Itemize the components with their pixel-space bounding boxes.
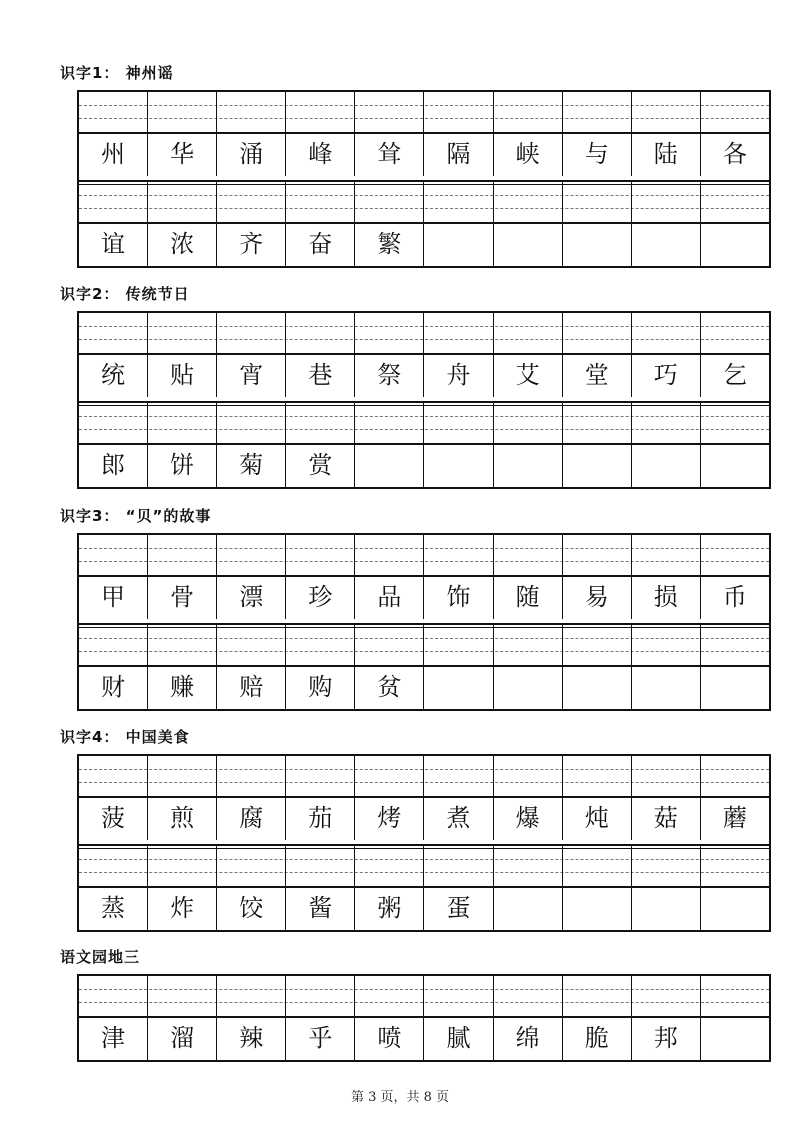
writing-cell[interactable]: [563, 182, 632, 266]
writing-cell[interactable]: [286, 976, 355, 1060]
writing-cell[interactable]: [563, 92, 632, 176]
character: [563, 445, 631, 485]
character: 腐: [239, 804, 264, 832]
character: 炖: [584, 804, 609, 832]
writing-cell[interactable]: [563, 625, 632, 709]
character: 菠: [101, 804, 126, 832]
character: 齐: [239, 230, 264, 258]
writing-cell[interactable]: [632, 756, 701, 840]
character: 蒸: [101, 894, 126, 922]
character: 币: [722, 583, 747, 611]
writing-cell[interactable]: [79, 92, 148, 176]
character: 贫: [377, 673, 402, 701]
writing-cell[interactable]: [701, 846, 769, 930]
character: 津: [101, 1024, 126, 1052]
section-title: 识字4： 中国美食: [60, 728, 190, 746]
writing-cell[interactable]: [632, 976, 701, 1060]
writing-cell[interactable]: [424, 846, 493, 930]
character: [494, 888, 562, 928]
character: 煎: [170, 804, 195, 832]
character: 粥: [377, 894, 402, 922]
writing-cell[interactable]: [701, 92, 769, 176]
cell-row: [79, 625, 769, 709]
writing-row: [79, 756, 769, 840]
character: [563, 224, 631, 264]
writing-cell[interactable]: [217, 625, 286, 709]
writing-cell[interactable]: [632, 92, 701, 176]
character: 漂: [239, 583, 264, 611]
writing-cell[interactable]: [355, 535, 424, 619]
writing-cell[interactable]: [286, 182, 355, 266]
writing-cell[interactable]: [286, 403, 355, 487]
cell-row: [79, 313, 769, 397]
writing-cell[interactable]: [217, 182, 286, 266]
writing-cell[interactable]: [701, 313, 769, 397]
character: 舟: [446, 361, 471, 389]
character: 浓: [170, 230, 195, 258]
character: [563, 667, 631, 707]
character: [701, 667, 769, 707]
writing-cell[interactable]: [217, 535, 286, 619]
character: 堂: [584, 361, 609, 389]
writing-cell[interactable]: [355, 92, 424, 176]
writing-cell[interactable]: [79, 846, 148, 930]
character: 祭: [377, 361, 402, 389]
character: 统: [101, 361, 126, 389]
writing-cell[interactable]: [148, 976, 217, 1060]
writing-cell[interactable]: [148, 313, 217, 397]
character: 易: [584, 583, 609, 611]
writing-cell[interactable]: [148, 92, 217, 176]
character: 各: [722, 140, 747, 168]
writing-cell[interactable]: [217, 403, 286, 487]
writing-cell[interactable]: [494, 756, 563, 840]
character: 绵: [515, 1024, 540, 1052]
character-grid: [77, 311, 771, 489]
writing-cell[interactable]: [79, 313, 148, 397]
character: 购: [308, 673, 333, 701]
character: 峰: [308, 140, 333, 168]
writing-cell[interactable]: [355, 313, 424, 397]
character: [701, 1018, 769, 1058]
character: [424, 445, 492, 485]
writing-row: [79, 92, 769, 176]
character: 峡: [515, 140, 540, 168]
writing-cell[interactable]: [424, 313, 493, 397]
character: 乞: [722, 361, 747, 389]
character: [424, 667, 492, 707]
character: [494, 224, 562, 264]
writing-cell[interactable]: [563, 846, 632, 930]
cell-row: [79, 976, 769, 1060]
writing-cell[interactable]: [494, 92, 563, 176]
character: [632, 224, 700, 264]
character: 烤: [377, 804, 402, 832]
section-title: 识字1： 神州谣: [60, 64, 174, 82]
character: 州: [101, 140, 126, 168]
character: 饰: [446, 583, 471, 611]
writing-cell[interactable]: [148, 182, 217, 266]
writing-cell[interactable]: [424, 756, 493, 840]
writing-cell[interactable]: [286, 313, 355, 397]
character: 酱: [308, 894, 333, 922]
character: [494, 445, 562, 485]
character: 腻: [446, 1024, 471, 1052]
writing-cell[interactable]: [217, 756, 286, 840]
character: 乎: [308, 1024, 333, 1052]
writing-cell[interactable]: [701, 182, 769, 266]
writing-cell[interactable]: [632, 182, 701, 266]
character: 巷: [308, 361, 333, 389]
writing-cell[interactable]: [217, 976, 286, 1060]
character: 艾: [515, 361, 540, 389]
character: 溜: [170, 1024, 195, 1052]
character: 郎: [101, 451, 126, 479]
character: 蘑: [722, 804, 747, 832]
character: 耸: [377, 140, 402, 168]
writing-cell[interactable]: [494, 182, 563, 266]
character: 甲: [101, 583, 126, 611]
writing-cell[interactable]: [424, 535, 493, 619]
character: 茄: [308, 804, 333, 832]
writing-cell[interactable]: [217, 92, 286, 176]
writing-row: [79, 976, 769, 1060]
character: 隔: [446, 140, 471, 168]
writing-cell[interactable]: [286, 846, 355, 930]
writing-cell[interactable]: [494, 846, 563, 930]
writing-cell[interactable]: [424, 976, 493, 1060]
character: 煮: [446, 804, 471, 832]
writing-row: [79, 313, 769, 397]
writing-cell[interactable]: [286, 535, 355, 619]
character: [355, 445, 423, 485]
writing-cell[interactable]: [563, 976, 632, 1060]
writing-row: [79, 623, 769, 709]
writing-cell[interactable]: [286, 92, 355, 176]
character: [494, 667, 562, 707]
writing-cell[interactable]: [701, 976, 769, 1060]
writing-cell[interactable]: [494, 976, 563, 1060]
writing-cell[interactable]: [563, 535, 632, 619]
writing-cell[interactable]: [701, 756, 769, 840]
section-title: 识字3： “贝”的故事: [60, 507, 212, 525]
writing-cell[interactable]: [148, 403, 217, 487]
character-grid: [77, 533, 771, 711]
character-grid: [77, 754, 771, 932]
writing-cell[interactable]: [148, 535, 217, 619]
character-grid: [77, 974, 771, 1062]
character: 菇: [653, 804, 678, 832]
writing-cell[interactable]: [355, 756, 424, 840]
character: 骨: [170, 583, 195, 611]
writing-row: [79, 180, 769, 266]
writing-cell[interactable]: [563, 756, 632, 840]
writing-cell[interactable]: [701, 625, 769, 709]
character: 饺: [239, 894, 264, 922]
writing-cell[interactable]: [148, 846, 217, 930]
writing-cell[interactable]: [632, 846, 701, 930]
character: 品: [377, 583, 402, 611]
character: 贴: [170, 361, 195, 389]
character: [563, 888, 631, 928]
writing-cell[interactable]: [424, 92, 493, 176]
section-title: 语文园地三: [60, 948, 141, 966]
character: 蛋: [446, 894, 471, 922]
writing-cell[interactable]: [148, 625, 217, 709]
writing-cell[interactable]: [632, 625, 701, 709]
writing-cell[interactable]: [355, 625, 424, 709]
cell-row: [79, 92, 769, 176]
character: 巧: [653, 361, 678, 389]
writing-cell[interactable]: [701, 403, 769, 487]
character: [632, 445, 700, 485]
writing-cell[interactable]: [494, 625, 563, 709]
writing-cell[interactable]: [355, 846, 424, 930]
writing-cell[interactable]: [494, 403, 563, 487]
writing-cell[interactable]: [79, 182, 148, 266]
writing-cell[interactable]: [494, 313, 563, 397]
writing-cell[interactable]: [355, 976, 424, 1060]
writing-cell[interactable]: [355, 403, 424, 487]
character: 财: [101, 673, 126, 701]
writing-cell[interactable]: [424, 182, 493, 266]
writing-cell[interactable]: [148, 756, 217, 840]
cell-row: [79, 535, 769, 619]
writing-cell[interactable]: [424, 625, 493, 709]
writing-cell[interactable]: [701, 535, 769, 619]
character: [424, 224, 492, 264]
writing-cell[interactable]: [286, 625, 355, 709]
page-footer: 第 3 页，共 8 页: [350, 1090, 450, 1105]
cell-row: [79, 182, 769, 266]
character: [632, 667, 700, 707]
character: 菊: [239, 451, 264, 479]
character: 与: [584, 140, 609, 168]
character: 陆: [653, 140, 678, 168]
character: 赏: [308, 451, 333, 479]
character: 华: [170, 140, 195, 168]
writing-row: [79, 535, 769, 619]
writing-cell[interactable]: [79, 625, 148, 709]
writing-cell[interactable]: [217, 313, 286, 397]
character: 谊: [101, 230, 126, 258]
writing-cell[interactable]: [79, 535, 148, 619]
writing-row: [79, 401, 769, 487]
writing-cell[interactable]: [494, 535, 563, 619]
cell-row: [79, 756, 769, 840]
character: 喷: [377, 1024, 402, 1052]
writing-cell[interactable]: [563, 313, 632, 397]
character: 炸: [170, 894, 195, 922]
section-title: 识字2： 传统节日: [60, 285, 190, 303]
writing-cell[interactable]: [424, 403, 493, 487]
cell-row: [79, 403, 769, 487]
character: [701, 224, 769, 264]
cell-row: [79, 846, 769, 930]
writing-cell[interactable]: [217, 846, 286, 930]
character: 涌: [239, 140, 264, 168]
character: 辣: [239, 1024, 264, 1052]
character: 随: [515, 583, 540, 611]
character: 邦: [653, 1024, 678, 1052]
character: 饼: [170, 451, 195, 479]
character: 宵: [239, 361, 264, 389]
character: 奋: [308, 230, 333, 258]
character: 损: [653, 583, 678, 611]
character: 赚: [170, 673, 195, 701]
writing-cell[interactable]: [79, 976, 148, 1060]
writing-cell[interactable]: [79, 403, 148, 487]
character: 脆: [584, 1024, 609, 1052]
character: 珍: [308, 583, 333, 611]
writing-cell[interactable]: [632, 313, 701, 397]
character: [701, 888, 769, 928]
writing-cell[interactable]: [632, 535, 701, 619]
writing-row: [79, 844, 769, 930]
character-grid: [77, 90, 771, 268]
writing-cell[interactable]: [286, 756, 355, 840]
writing-cell[interactable]: [632, 403, 701, 487]
writing-cell[interactable]: [563, 403, 632, 487]
character: 爆: [515, 804, 540, 832]
character: 赔: [239, 673, 264, 701]
writing-cell[interactable]: [355, 182, 424, 266]
writing-cell[interactable]: [79, 756, 148, 840]
character: 繁: [377, 230, 402, 258]
character: [701, 445, 769, 485]
character: [632, 888, 700, 928]
